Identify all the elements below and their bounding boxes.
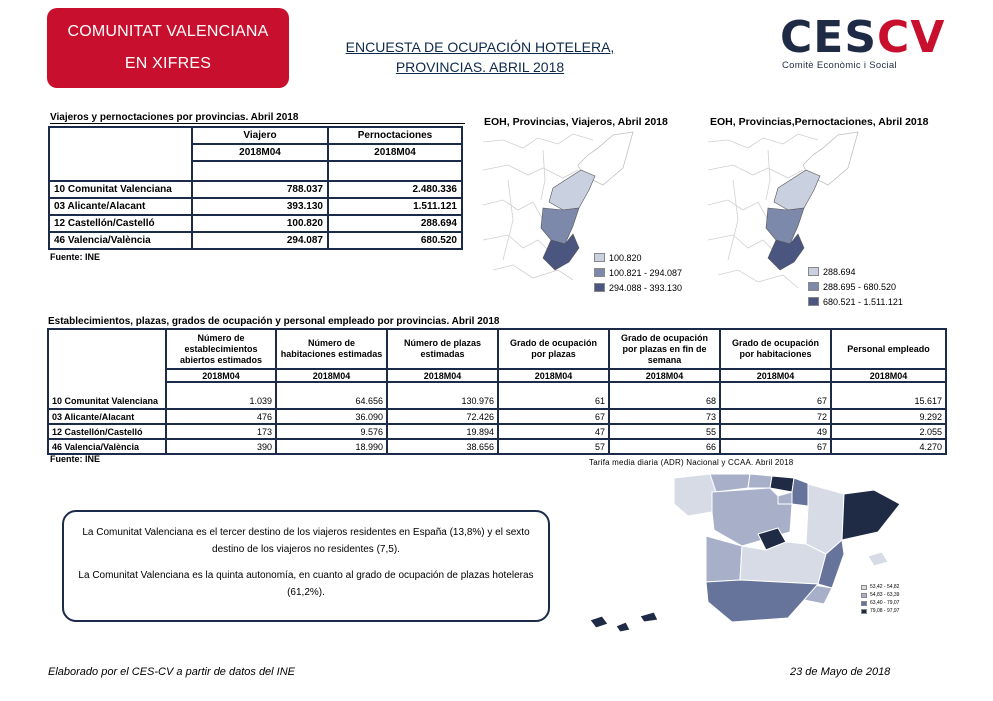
map-pernoctaciones-legend <box>808 264 903 309</box>
period-header: 2018M04 <box>831 369 946 382</box>
legend-item: 100.820 <box>594 250 682 265</box>
logo-subtitle: Comitè Econòmic i Social <box>782 60 897 71</box>
legend-item: 288.694 <box>808 264 903 279</box>
legend-item: 680.521 - 1.511.121 <box>808 294 903 309</box>
document-title-line1: ENCUESTA DE OCUPACIÓN HOTELERA, <box>345 39 615 55</box>
legend-item: 54,83 - 63,39 <box>861 591 899 599</box>
cell-value: 57 <box>498 439 609 454</box>
cell-value: 47 <box>498 424 609 439</box>
region-baleares <box>868 552 888 566</box>
cell-value: 66 <box>609 439 720 454</box>
region-galicia <box>674 474 716 516</box>
legend-swatch <box>808 267 819 276</box>
header-line1: COMUNITAT VALENCIANA <box>67 23 269 40</box>
footer-date: 23 de Mayo de 2018 <box>790 666 891 678</box>
cell-value: 55 <box>609 424 720 439</box>
cell-value: 9.292 <box>831 409 946 424</box>
column-header: Grado de ocupación por habitaciones <box>720 329 831 369</box>
legend-swatch <box>594 268 605 277</box>
logo-ces: CES <box>780 12 878 63</box>
cell-value: 4.270 <box>831 439 946 454</box>
cell-value: 18.990 <box>276 439 387 454</box>
cell-value: 15.617 <box>831 394 946 409</box>
logo-cv: CV <box>877 12 946 63</box>
period-header: 2018M04 <box>192 144 328 161</box>
table-row <box>49 198 462 215</box>
header-banner <box>47 8 289 88</box>
period-header: 2018M04 <box>609 369 720 382</box>
province-castellon <box>774 170 820 210</box>
row-label: 10 Comunitat Valenciana <box>48 394 166 409</box>
row-label: 12 Castellón/Castelló <box>48 424 166 439</box>
cell-value: 1.039 <box>166 394 276 409</box>
period-header: 2018M04 <box>387 369 498 382</box>
region-canarias <box>590 612 658 632</box>
column-header: Personal empleado <box>831 329 946 369</box>
cell-value: 72.426 <box>387 409 498 424</box>
viajero-value: 294.087 <box>192 232 328 249</box>
column-header: Número de plazas estimadas <box>387 329 498 369</box>
legend-swatch <box>808 297 819 306</box>
legend-swatch <box>861 601 867 606</box>
legend-item: 63,40 - 79,07 <box>861 599 899 607</box>
pernoctaciones-value: 288.694 <box>328 215 462 232</box>
cell-value: 64.656 <box>276 394 387 409</box>
cell-value: 61 <box>498 394 609 409</box>
legend-swatch <box>861 609 867 614</box>
table-row <box>49 215 462 232</box>
legend-item: 79,08 - 97,97 <box>861 607 899 615</box>
table-row <box>49 232 462 249</box>
table-row <box>48 424 946 439</box>
legend-item: 53,42 - 54,82 <box>861 583 899 591</box>
cell-value: 36.090 <box>276 409 387 424</box>
legend-swatch <box>594 253 605 262</box>
cell-value: 73 <box>609 409 720 424</box>
note-paragraph: La Comunitat Valenciana es el tercer destino de los viajeros residentes en España (13,8%) y el sexto destino de los viajeros no residentes (7,5). <box>82 527 530 555</box>
cell-value: 9.576 <box>276 424 387 439</box>
viajeros-table <box>48 126 463 250</box>
column-header: Número de habitaciones estimadas <box>276 329 387 369</box>
viajeros-table-title: Viajeros y pernoctaciones por provincias. Abril 2018 <box>50 112 465 124</box>
viajero-value: 788.037 <box>192 181 328 198</box>
province-castellon <box>549 170 595 210</box>
pernoctaciones-value: 2.480.336 <box>328 181 462 198</box>
map-spain-adr <box>582 470 910 645</box>
viajero-value: 393.130 <box>192 198 328 215</box>
table-row <box>48 439 946 454</box>
source-note: Fuente: INE <box>50 454 101 464</box>
legend-swatch <box>861 593 867 598</box>
footer-credit: Elaborado por el CES-CV a partir de datos del INE <box>48 666 296 678</box>
viajero-header: Viajero <box>192 127 328 144</box>
cell-value: 67 <box>720 439 831 454</box>
region-la-rioja <box>778 492 792 504</box>
cell-value: 38.656 <box>387 439 498 454</box>
table-row <box>48 394 946 409</box>
period-header: 2018M04 <box>276 369 387 382</box>
column-header: Número de establecimientos abiertos estimados <box>166 329 276 369</box>
legend-swatch <box>808 282 819 291</box>
cell-value: 67 <box>720 394 831 409</box>
period-header: 2018M04 <box>720 369 831 382</box>
viajero-value: 100.820 <box>192 215 328 232</box>
table-row <box>49 181 462 198</box>
period-header: 2018M04 <box>166 369 276 382</box>
map-viajeros-legend <box>594 250 682 295</box>
legend-swatch <box>861 585 867 590</box>
row-label: 46 Valencia/València <box>48 439 166 454</box>
establecimientos-table-title: Establecimientos, plazas, grados de ocupación y personal empleado por provincias. Abril 2018 <box>48 316 500 327</box>
cell-value: 130.976 <box>387 394 498 409</box>
cell-value: 67 <box>498 409 609 424</box>
row-label: 12 Castellón/Castelló <box>49 215 192 232</box>
adr-map-title: Tarifa media diaria (ADR) Nacional y CCAA. Abril 2018 <box>589 458 794 467</box>
pernoctaciones-value: 1.511.121 <box>328 198 462 215</box>
document-title <box>320 37 640 77</box>
legend-item: 288.695 - 680.520 <box>808 279 903 294</box>
highlight-note <box>62 510 550 622</box>
region-castilla-la-mancha <box>740 542 826 584</box>
source-note: Fuente: INE <box>50 252 101 262</box>
establecimientos-table <box>47 328 947 455</box>
cell-value: 49 <box>720 424 831 439</box>
cell-value: 72 <box>720 409 831 424</box>
row-label: 03 Alicante/Alacant <box>48 409 166 424</box>
header-line2: EN XIFRES <box>124 55 212 72</box>
map-viajeros-title: EOH, Provincias, Viajeros, Abril 2018 <box>484 116 668 128</box>
column-header: Grado de ocupación por plazas en fin de semana <box>609 329 720 369</box>
row-label: 46 Valencia/València <box>49 232 192 249</box>
ces-cv-logo <box>780 12 946 76</box>
legend-item: 294.088 - 393.130 <box>594 280 682 295</box>
column-header: Grado de ocupación por plazas <box>498 329 609 369</box>
table-row <box>48 409 946 424</box>
legend-item: 100.821 - 294.087 <box>594 265 682 280</box>
row-label: 03 Alicante/Alacant <box>49 198 192 215</box>
cell-value: 19.894 <box>387 424 498 439</box>
note-paragraph: La Comunitat Valenciana es la quinta autonomía, en cuanto al grado de ocupación de plazas hoteleras (61,2%). <box>78 570 534 598</box>
map-pernoctaciones-title: EOH, Provincias,Pernoctaciones, Abril 2018 <box>710 116 929 128</box>
pernoctaciones-header: Pernoctaciones <box>328 127 462 144</box>
pernoctaciones-value: 680.520 <box>328 232 462 249</box>
cell-value: 68 <box>609 394 720 409</box>
legend-swatch <box>594 283 605 292</box>
cell-value: 390 <box>166 439 276 454</box>
period-header: 2018M04 <box>498 369 609 382</box>
cell-value: 476 <box>166 409 276 424</box>
row-label: 10 Comunitat Valenciana <box>49 181 192 198</box>
cell-value: 2.055 <box>831 424 946 439</box>
cell-value: 173 <box>166 424 276 439</box>
region-andalucia <box>706 580 818 622</box>
region-cataluna <box>842 490 900 540</box>
document-title-line2: PROVINCIAS. ABRIL 2018 <box>395 59 565 75</box>
region-navarra <box>792 478 810 506</box>
region-cantabria <box>748 474 772 488</box>
period-header: 2018M04 <box>328 144 462 161</box>
adr-map-legend <box>861 583 899 615</box>
region-pais-vasco <box>770 476 794 492</box>
